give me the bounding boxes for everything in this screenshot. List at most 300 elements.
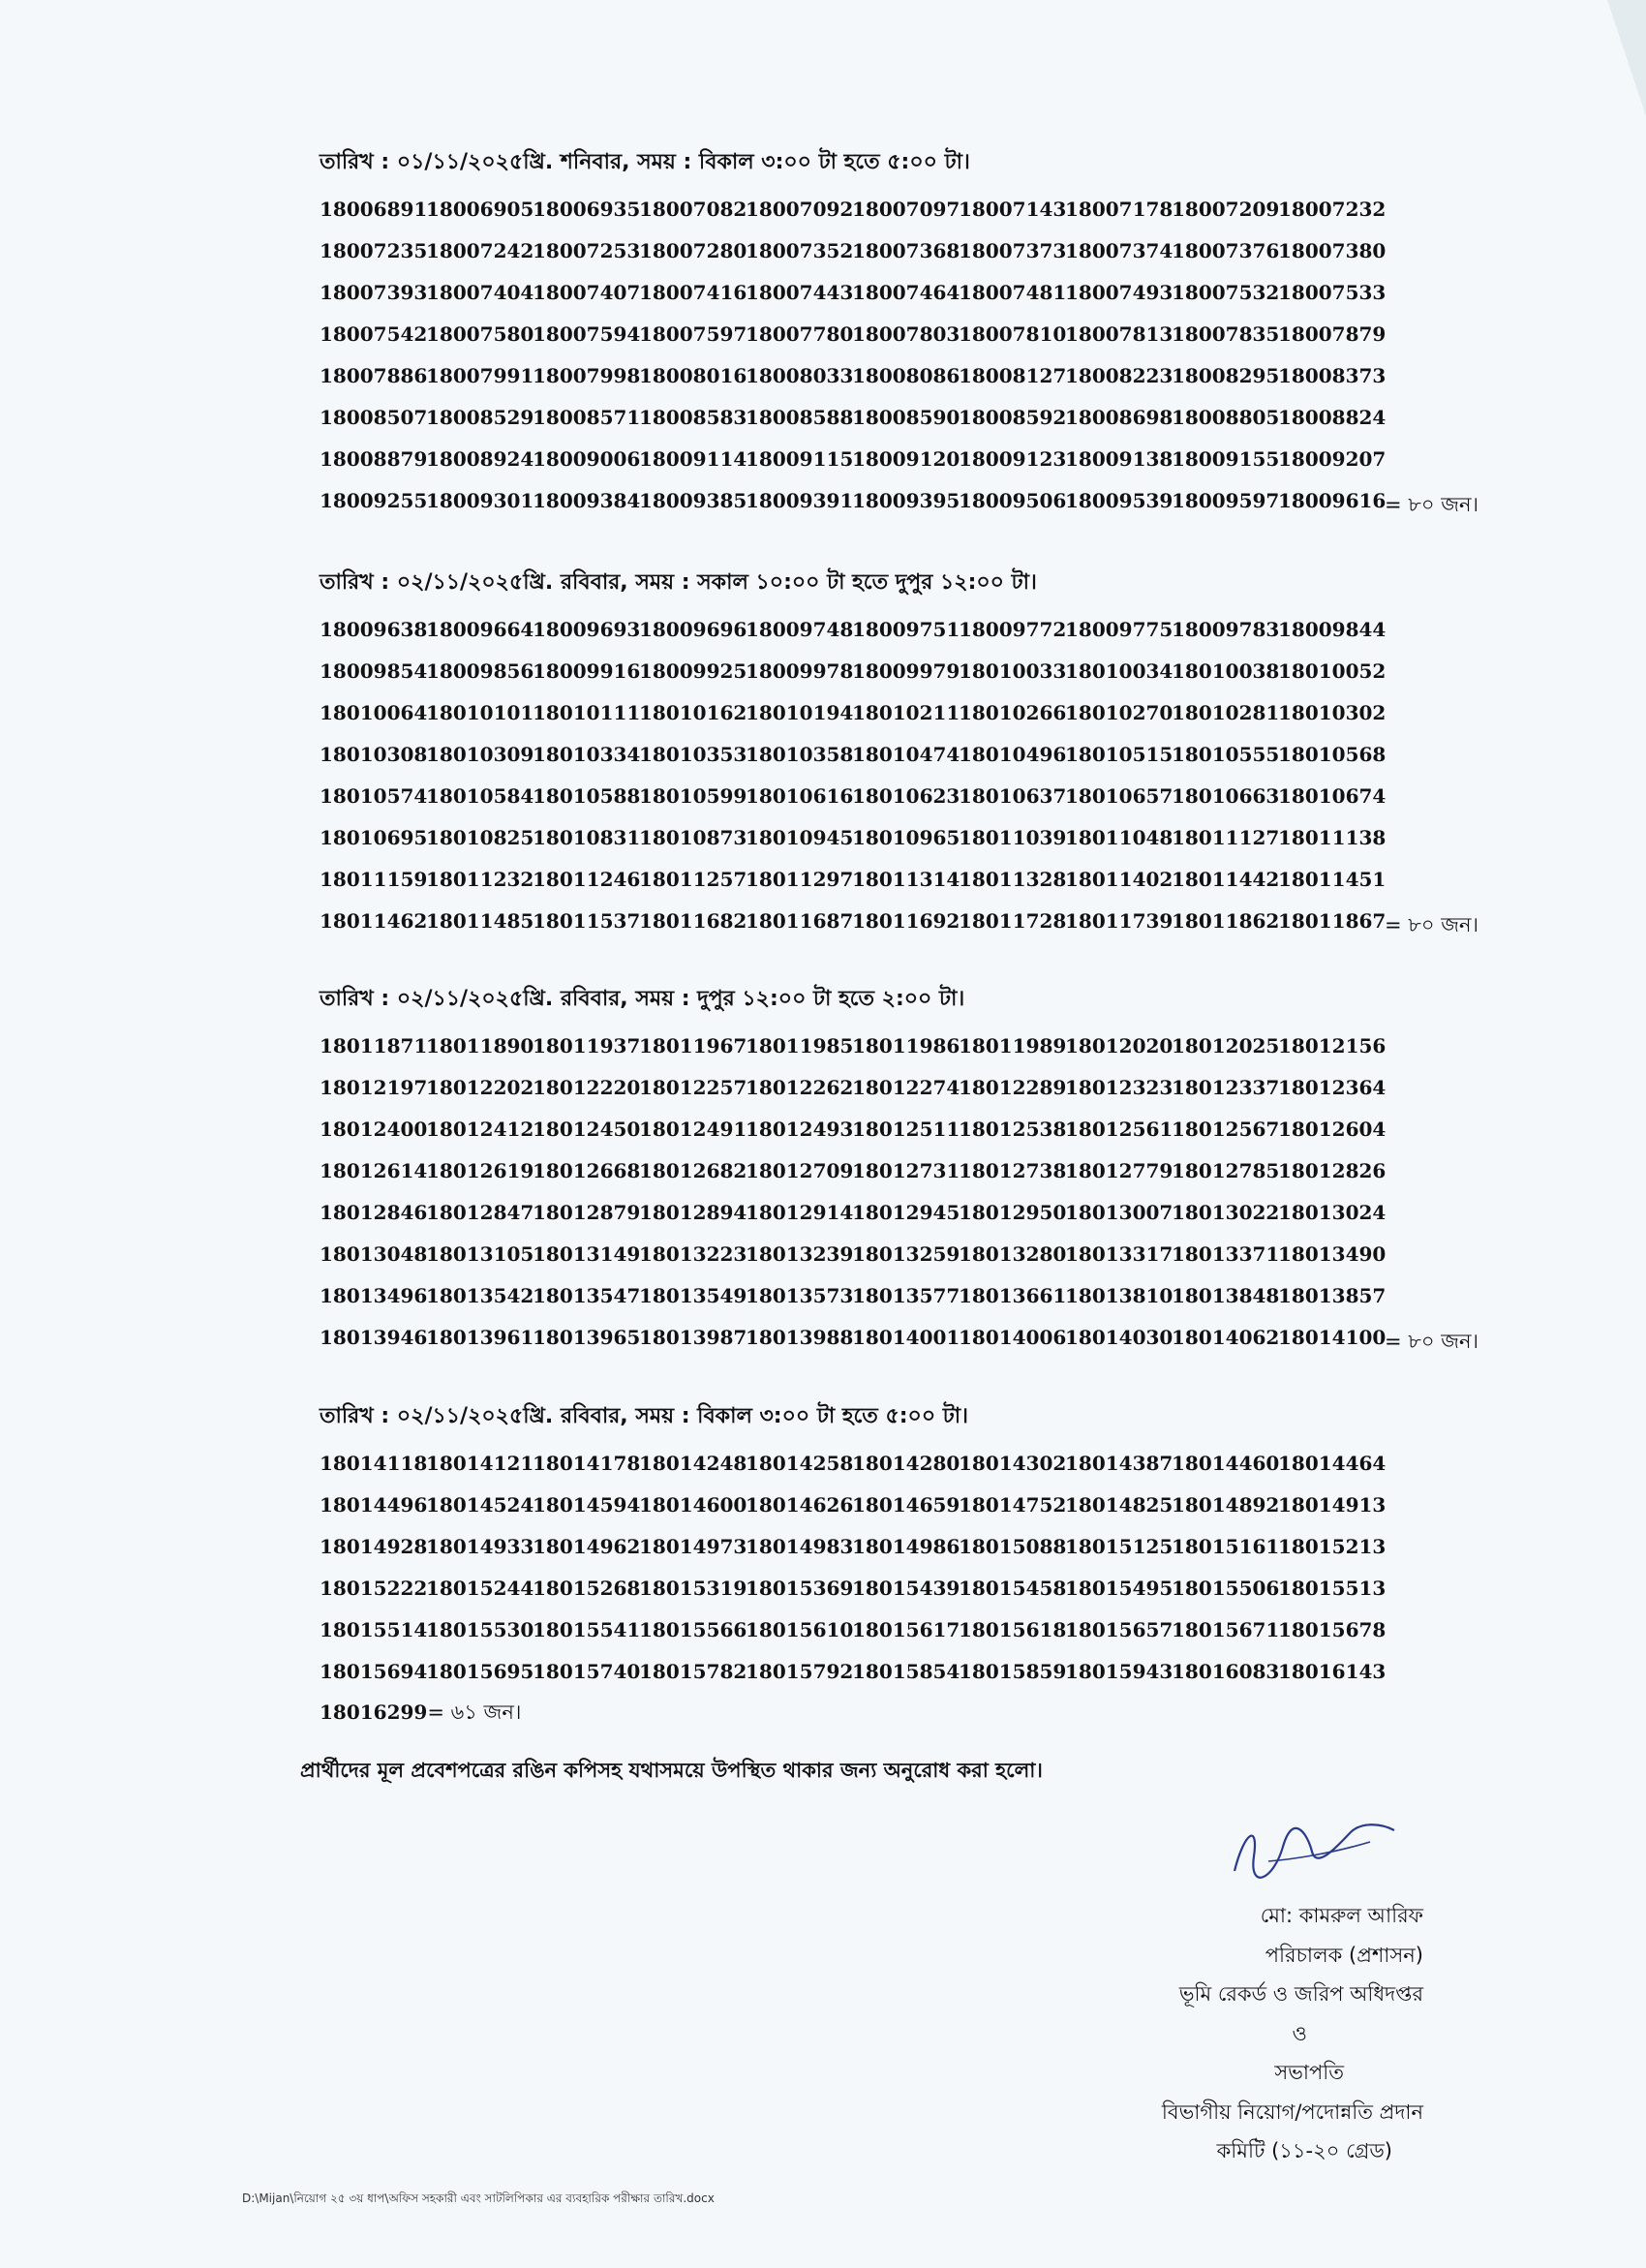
roll-number: 18015657 xyxy=(1065,1617,1174,1641)
signer-name: মো: কামরুল আরিফ xyxy=(1260,1904,1423,1927)
signer-designation: পরিচালক (প্রশাসন) xyxy=(1265,1943,1423,1967)
roll-number: 18014258 xyxy=(746,1451,854,1475)
roll-number: 18014118 xyxy=(320,1451,428,1475)
roll-number: 18012262 xyxy=(746,1075,854,1099)
roll-number: 18015541 xyxy=(533,1617,641,1641)
roll-number: 18010270 xyxy=(1065,700,1174,724)
candidate-count: = ৮০ জন। xyxy=(1385,913,1479,937)
roll-number: 18015617 xyxy=(852,1617,960,1641)
roll-number: 18013371 xyxy=(1172,1242,1280,1267)
roll-number: 18010616 xyxy=(746,783,854,808)
roll-number: 18007374 xyxy=(1065,238,1174,262)
roll-number: 18007416 xyxy=(639,280,747,304)
roll-number: 18015161 xyxy=(1172,1534,1280,1558)
signer-conjunction: ও xyxy=(1292,2021,1307,2045)
roll-number: 18014178 xyxy=(533,1451,641,1475)
roll-number: 18013280 xyxy=(959,1242,1067,1267)
roll-number: 18014100 = ৮০ জন। xyxy=(1278,1326,1385,1349)
roll-number: 18007393 xyxy=(320,280,428,304)
roll-number: 18008924 xyxy=(426,447,534,472)
roll-number: 18007407 xyxy=(533,280,641,304)
roll-number: 18014524 xyxy=(426,1492,534,1517)
roll-number: 18008086 xyxy=(852,363,960,387)
roll-number: 18014302 xyxy=(959,1451,1067,1475)
roll-number: 18012950 xyxy=(959,1200,1067,1224)
roll-number: 18010831 xyxy=(533,826,641,850)
roll-number: 18010281 xyxy=(1172,700,1280,724)
roll-number: 18009138 xyxy=(1065,447,1174,472)
roll-number: 18010674 xyxy=(1278,783,1387,808)
roll-number: 18012412 xyxy=(426,1117,534,1141)
roll-number: 18011986 xyxy=(852,1033,960,1057)
roll-number: 18015439 xyxy=(852,1576,960,1600)
roll-number: 18008033 xyxy=(746,363,854,387)
roll-number: 18010211 xyxy=(852,700,960,724)
roll-number: 18015514 xyxy=(320,1617,428,1641)
roll-number: 18012738 xyxy=(959,1158,1067,1182)
roll-number: 18012020 xyxy=(1065,1033,1174,1057)
roll-number: 18014892 xyxy=(1172,1492,1280,1517)
roll-number: 18010555 xyxy=(1172,742,1280,766)
roll-number: 18013149 xyxy=(533,1242,641,1267)
roll-number: 18009925 xyxy=(639,659,747,683)
roll-number: 18007533 xyxy=(1278,280,1387,304)
roll-number: 18013105 xyxy=(426,1242,534,1267)
roll-number: 18007235 xyxy=(320,238,428,262)
roll-number: 18012025 xyxy=(1172,1033,1280,1057)
roll-number: 18016299= ৬১ জন। xyxy=(320,1700,522,1724)
schedule-heading: তারিখ : ০২/১১/২০২৫খ্রি. রবিবার, সময় : দুপুর ১২:০০ টা হতে ২:০০ টা। xyxy=(320,987,965,1011)
signer-office: ভূমি রেকর্ড ও জরিপ অধিদপ্তর xyxy=(1178,1982,1423,2006)
candidate-count: = ৮০ জন। xyxy=(1385,493,1479,517)
roll-number: 18015244 xyxy=(426,1576,534,1600)
roll-number: 18007813 xyxy=(1065,322,1174,346)
roll-number: 18012364 xyxy=(1278,1075,1387,1099)
candidate-count: = ৮০ জন। xyxy=(1385,1330,1479,1354)
roll-number: 18007242 xyxy=(426,238,534,262)
roll-number: 18012202 xyxy=(426,1075,534,1099)
roll-number: 18010657 xyxy=(1065,783,1174,808)
roll-number: 18010515 xyxy=(1065,742,1174,766)
roll-number: 18010599 xyxy=(639,783,747,808)
roll-number: 18011937 xyxy=(533,1033,641,1057)
roll-number: 18015678 xyxy=(1278,1617,1387,1641)
roll-number: 18010034 xyxy=(1065,659,1174,683)
roll-number: 18012826 xyxy=(1278,1158,1387,1182)
roll-number: 18015088 xyxy=(959,1534,1067,1558)
roll-number: 18009539 xyxy=(1065,489,1174,513)
roll-number: 18015458 xyxy=(959,1576,1067,1600)
roll-number: 18009696 xyxy=(639,617,747,641)
schedule-heading: তারিখ : ০২/১১/২০২৫খ্রি. রবিবার, সময় : সকাল ১০:০০ টা হতে দুপুর ১২:০০ টা। xyxy=(320,570,1037,595)
roll-number: 18015740 xyxy=(533,1660,641,1684)
roll-number: 18009123 xyxy=(959,447,1067,472)
roll-number: 18015268 xyxy=(533,1576,641,1600)
roll-number: 18009664 xyxy=(426,617,534,641)
roll-number: 18010309 xyxy=(426,742,534,766)
roll-number: 18009616 = ৮০ জন। xyxy=(1278,489,1385,512)
roll-number: 18014460 xyxy=(1172,1451,1280,1475)
roll-number: 18013022 xyxy=(1172,1200,1280,1224)
roll-number: 18015671 xyxy=(1172,1617,1280,1641)
roll-number: 18009301 xyxy=(426,489,534,513)
roll-number: 18007464 xyxy=(852,280,960,304)
roll-number: 18010038 xyxy=(1172,659,1280,683)
roll-number: 18011985 xyxy=(746,1033,854,1057)
roll-number-grid xyxy=(320,1442,1501,1734)
roll-number: 18008592 xyxy=(959,406,1067,430)
roll-number: 18009978 xyxy=(746,659,854,683)
roll-number: 18012450 xyxy=(533,1117,641,1141)
roll-number: 18011159 xyxy=(320,868,428,892)
roll-number: 18010695 xyxy=(320,826,428,850)
roll-number: 18010873 xyxy=(639,826,747,850)
roll-number: 18010064 xyxy=(320,700,428,724)
roll-number: 18013024 xyxy=(1278,1200,1387,1224)
roll-number: 18012731 xyxy=(852,1158,960,1182)
roll-number: 18012257 xyxy=(639,1075,747,1099)
roll-number: 18006935 xyxy=(533,197,641,221)
roll-number: 18012846 xyxy=(320,1200,428,1224)
roll-number: 18012561 xyxy=(1065,1117,1174,1141)
roll-number: 18015506 xyxy=(1172,1576,1280,1600)
roll-number: 18009844 xyxy=(1278,617,1387,641)
roll-number: 18009751 xyxy=(852,617,960,641)
roll-number: 18010358 xyxy=(746,742,854,766)
roll-number: 18011039 xyxy=(959,826,1067,850)
roll-number: 18015495 xyxy=(1065,1576,1174,1600)
schedule-section-4 xyxy=(320,1401,1501,1734)
roll-number: 18013661 xyxy=(959,1284,1067,1308)
roll-number: 18007352 xyxy=(746,238,854,262)
roll-number: 18010588 xyxy=(533,783,641,808)
roll-number: 18007209 xyxy=(1172,197,1280,221)
roll-number: 18010111 xyxy=(533,700,641,724)
roll-number: 18007991 xyxy=(426,363,534,387)
roll-number: 18014928 xyxy=(320,1534,428,1558)
roll-number: 18009772 xyxy=(959,617,1067,641)
roll-number: 18011402 xyxy=(1065,868,1174,892)
roll-number: 18009006 xyxy=(533,447,641,472)
roll-number: 18007594 xyxy=(533,322,641,346)
schedule-section-1 xyxy=(320,147,1501,522)
roll-number: 18006891 xyxy=(320,197,428,221)
roll-number: 18011867 = ৮০ জন। xyxy=(1278,909,1385,933)
roll-number: 18014248 xyxy=(639,1451,747,1475)
roll-number-grid xyxy=(320,1025,1501,1359)
roll-number: 18008295 xyxy=(1172,363,1280,387)
roll-number: 18012894 xyxy=(639,1200,747,1224)
roll-number: 18015319 xyxy=(639,1576,747,1600)
roll-number: 18012538 xyxy=(959,1117,1067,1141)
roll-number: 18007493 xyxy=(1065,280,1174,304)
roll-number: 18010194 xyxy=(746,700,854,724)
roll-number: 18010052 xyxy=(1278,659,1387,683)
roll-number: 18013223 xyxy=(639,1242,747,1267)
roll-number: 18016083 xyxy=(1172,1660,1280,1684)
roll-number: 18007780 xyxy=(746,322,854,346)
roll-number: 18009255 xyxy=(320,489,428,513)
roll-number: 18009979 xyxy=(852,659,960,683)
roll-number: 18012323 xyxy=(1065,1075,1174,1099)
roll-number: 18015694 xyxy=(320,1660,428,1684)
roll-number: 18007835 xyxy=(1172,322,1280,346)
roll-number: 18007597 xyxy=(639,322,747,346)
roll-number: 18015566 xyxy=(639,1617,747,1641)
roll-number: 18008373 xyxy=(1278,363,1387,387)
roll-number: 18007082 xyxy=(639,197,747,221)
roll-number: 18007143 xyxy=(959,197,1067,221)
roll-number: 18012491 xyxy=(639,1117,747,1141)
roll-number: 18010302 xyxy=(1278,700,1387,724)
roll-number: 18014626 xyxy=(746,1492,854,1517)
roll-number: 18011451 xyxy=(1278,868,1387,892)
roll-number: 18010965 xyxy=(852,826,960,850)
roll-number: 18007253 xyxy=(533,238,641,262)
roll-number: 18014752 xyxy=(959,1492,1067,1517)
roll-number: 18014933 xyxy=(426,1534,534,1558)
roll-number: 18011048 xyxy=(1065,826,1174,850)
roll-number: 18009384 xyxy=(533,489,641,513)
roll-number: 18010574 xyxy=(320,783,428,808)
roll-number: 18014594 xyxy=(533,1492,641,1517)
roll-number: 18013317 xyxy=(1065,1242,1174,1267)
roll-number: 18008588 xyxy=(746,406,854,430)
roll-number: 18008583 xyxy=(639,406,747,430)
roll-number: 18014659 xyxy=(852,1492,960,1517)
roll-number: 18012493 xyxy=(746,1117,854,1141)
roll-number: 18015792 xyxy=(746,1660,854,1684)
roll-number: 18013490 xyxy=(1278,1242,1387,1267)
roll-number: 18011462 xyxy=(320,909,428,934)
roll-number: 18013946 xyxy=(320,1326,428,1350)
roll-number: 18007580 xyxy=(426,322,534,346)
roll-number: 18012604 xyxy=(1278,1117,1387,1141)
roll-number: 18015782 xyxy=(639,1660,747,1684)
roll-number: 18015530 xyxy=(426,1617,534,1641)
roll-number: 18012220 xyxy=(533,1075,641,1099)
roll-number: 18009693 xyxy=(533,617,641,641)
roll-number: 18012274 xyxy=(852,1075,960,1099)
roll-number: 18012785 xyxy=(1172,1158,1280,1182)
roll-number: 18008127 xyxy=(959,363,1067,387)
roll-number: 18013239 xyxy=(746,1242,854,1267)
roll-number: 18008590 xyxy=(852,406,960,430)
roll-number: 18011862 xyxy=(1172,909,1280,934)
roll-number: 18011537 xyxy=(533,909,641,934)
roll-number: 18007178 xyxy=(1065,197,1174,221)
roll-number: 18013549 xyxy=(639,1284,747,1308)
roll-number: 18012614 xyxy=(320,1158,428,1182)
roll-number: 18010266 xyxy=(959,700,1067,724)
roll-number-grid xyxy=(320,188,1501,522)
roll-number: 18010584 xyxy=(426,783,534,808)
roll-number: 18012197 xyxy=(320,1075,428,1099)
roll-number: 18009114 xyxy=(639,447,747,472)
roll-number: 18008824 xyxy=(1278,406,1387,430)
roll-number: 18010101 xyxy=(426,700,534,724)
roll-number: 18007542 xyxy=(320,322,428,346)
roll-number: 18012682 xyxy=(639,1158,747,1182)
roll-number: 18012567 xyxy=(1172,1117,1280,1141)
handwritten-signature xyxy=(1215,1813,1409,1890)
roll-number: 18013542 xyxy=(426,1284,534,1308)
roll-number: 18012779 xyxy=(1065,1158,1174,1182)
roll-number: 18009506 xyxy=(959,489,1067,513)
roll-number: 18012511 xyxy=(852,1117,960,1141)
roll-number: 18007232 xyxy=(1278,197,1387,221)
roll-number: 18011890 xyxy=(426,1033,534,1057)
signature-block xyxy=(1055,1896,1423,2171)
roll-number: 18012847 xyxy=(426,1200,534,1224)
roll-number: 18012945 xyxy=(852,1200,960,1224)
roll-number: 18013965 xyxy=(533,1326,641,1350)
roll-number: 18012289 xyxy=(959,1075,1067,1099)
roll-number: 18007532 xyxy=(1172,280,1280,304)
roll-number: 18015859 xyxy=(959,1660,1067,1684)
candidate-count: = ৬১ জন। xyxy=(427,1700,522,1724)
roll-number: 18007810 xyxy=(959,322,1067,346)
roll-number: 18015213 xyxy=(1278,1534,1387,1558)
roll-number: 18012914 xyxy=(746,1200,854,1224)
roll-number: 18011682 xyxy=(639,909,747,934)
roll-number: 18011297 xyxy=(746,868,854,892)
roll-number: 18009391 xyxy=(746,489,854,513)
roll-number: 18011257 xyxy=(639,868,747,892)
roll-number: 18014464 xyxy=(1278,1451,1387,1475)
roll-number: 18010033 xyxy=(959,659,1067,683)
roll-number: 18014006 xyxy=(959,1326,1067,1350)
roll-number: 18015513 xyxy=(1278,1576,1387,1600)
roll-number: 18014986 xyxy=(852,1534,960,1558)
roll-number: 18011687 xyxy=(746,909,854,934)
roll-number: 18007803 xyxy=(852,322,960,346)
roll-number: 18008805 xyxy=(1172,406,1280,430)
roll-number: 18014600 xyxy=(639,1492,747,1517)
roll-number: 18010663 xyxy=(1172,783,1280,808)
admit-card-notice: প্রার্থীদের মূল প্রবেশপত্রের রঙিন কপিসহ যথাসময়ে উপস্থিত থাকার জন্য অনুরোধ করা হলো। xyxy=(300,1759,1043,1782)
roll-number: 18011328 xyxy=(959,868,1067,892)
roll-number: 18014001 xyxy=(852,1326,960,1350)
roll-number: 18011728 xyxy=(959,909,1067,934)
roll-number: 18011442 xyxy=(1172,868,1280,892)
roll-number: 18013577 xyxy=(852,1284,960,1308)
roll-number: 18010623 xyxy=(852,783,960,808)
roll-number: 18011246 xyxy=(533,868,641,892)
roll-number: 18009854 xyxy=(320,659,428,683)
roll-number: 18015610 xyxy=(746,1617,854,1641)
roll-number: 18013547 xyxy=(533,1284,641,1308)
roll-number: 18012879 xyxy=(533,1200,641,1224)
roll-number: 18010496 xyxy=(959,742,1067,766)
roll-number: 18013848 xyxy=(1172,1284,1280,1308)
roll-number: 18014387 xyxy=(1065,1451,1174,1475)
roll-number: 18015943 xyxy=(1065,1660,1174,1684)
roll-number: 18014062 xyxy=(1172,1326,1280,1350)
roll-number: 18010637 xyxy=(959,783,1067,808)
schedule-heading: তারিখ : ০১/১১/২০২৫খ্রি. শনিবার, সময় : বিকাল ৩:০০ টা হতে ৫:০০ টা। xyxy=(320,150,970,174)
roll-number: 18013048 xyxy=(320,1242,428,1267)
roll-number: 18015222 xyxy=(320,1576,428,1600)
roll-number: 18011232 xyxy=(426,868,534,892)
roll-number: 18015695 xyxy=(426,1660,534,1684)
roll-number: 18014962 xyxy=(533,1534,641,1558)
roll-number: 18008507 xyxy=(320,406,428,430)
roll-number: 18009775 xyxy=(1065,617,1174,641)
roll-number: 18011485 xyxy=(426,909,534,934)
signer-role: সভাপতি xyxy=(1274,2061,1344,2084)
roll-number: 18007879 xyxy=(1278,322,1387,346)
roll-number: 18012156 xyxy=(1278,1033,1387,1057)
roll-number: 18010825 xyxy=(426,826,534,850)
roll-number: 18007443 xyxy=(746,280,854,304)
roll-number: 18009748 xyxy=(746,617,854,641)
roll-number: 18008529 xyxy=(426,406,534,430)
roll-number: 18009916 xyxy=(533,659,641,683)
roll-number: 18013496 xyxy=(320,1284,428,1308)
roll-number: 18011127 xyxy=(1172,826,1280,850)
roll-number: 18015125 xyxy=(1065,1534,1174,1558)
roll-number: 18007368 xyxy=(852,238,960,262)
roll-number: 18009207 xyxy=(1278,447,1387,472)
roll-number: 18006905 xyxy=(426,197,534,221)
roll-number: 18009638 xyxy=(320,617,428,641)
roll-number: 18010568 xyxy=(1278,742,1387,766)
roll-number: 18015854 xyxy=(852,1660,960,1684)
roll-number: 18016143 xyxy=(1278,1660,1387,1684)
roll-number: 18009395 xyxy=(852,489,960,513)
roll-number: 18009155 xyxy=(1172,447,1280,472)
roll-number: 18015369 xyxy=(746,1576,854,1600)
roll-number: 18010945 xyxy=(746,826,854,850)
roll-number: 18014280 xyxy=(852,1451,960,1475)
roll-number: 18010474 xyxy=(852,742,960,766)
roll-number: 18007376 xyxy=(1172,238,1280,262)
roll-number: 18009120 xyxy=(852,447,960,472)
committee-grade: কমিটি (১১-২০ গ্রেড) xyxy=(1216,2139,1392,2162)
roll-number: 18011739 xyxy=(1065,909,1174,934)
roll-number: 18012619 xyxy=(426,1158,534,1182)
roll-number: 18014983 xyxy=(746,1534,854,1558)
roll-number-grid xyxy=(320,608,1501,942)
roll-number: 18009115 xyxy=(746,447,854,472)
schedule-section-2 xyxy=(320,567,1501,942)
roll-number: 18009856 xyxy=(426,659,534,683)
roll-number: 18015618 xyxy=(959,1617,1067,1641)
roll-number: 18014496 xyxy=(320,1492,428,1517)
roll-number: 18013573 xyxy=(746,1284,854,1308)
roll-number: 18011871 xyxy=(320,1033,428,1057)
roll-number: 18011692 xyxy=(852,909,960,934)
roll-number: 18011989 xyxy=(959,1033,1067,1057)
roll-number: 18014030 xyxy=(1065,1326,1174,1350)
roll-number: 18007373 xyxy=(959,238,1067,262)
file-path-footer: D:\Mijan\নিয়োগ ২৫ ৩য় ধাপ\অফিস সহকারী এবং সাটলিপিকার এর ব্যবহারিক পরীক্ষার তারিখ.docx xyxy=(242,2191,715,2205)
roll-number: 18008698 xyxy=(1065,406,1174,430)
roll-number: 18013259 xyxy=(852,1242,960,1267)
roll-number: 18013988 xyxy=(746,1326,854,1350)
roll-number: 18007380 xyxy=(1278,238,1387,262)
roll-number: 18008223 xyxy=(1065,363,1174,387)
roll-number: 18010353 xyxy=(639,742,747,766)
schedule-heading: তারিখ : ০২/১১/২০২৫খ্রি. রবিবার, সময় : বিকাল ৩:০০ টা হতে ৫:০০ টা। xyxy=(320,1404,969,1428)
roll-number: 18009783 xyxy=(1172,617,1280,641)
roll-number: 18008571 xyxy=(533,406,641,430)
roll-number: 18012337 xyxy=(1172,1075,1280,1099)
roll-number: 18011138 xyxy=(1278,826,1387,850)
roll-number: 18007092 xyxy=(746,197,854,221)
roll-number: 18008879 xyxy=(320,447,428,472)
